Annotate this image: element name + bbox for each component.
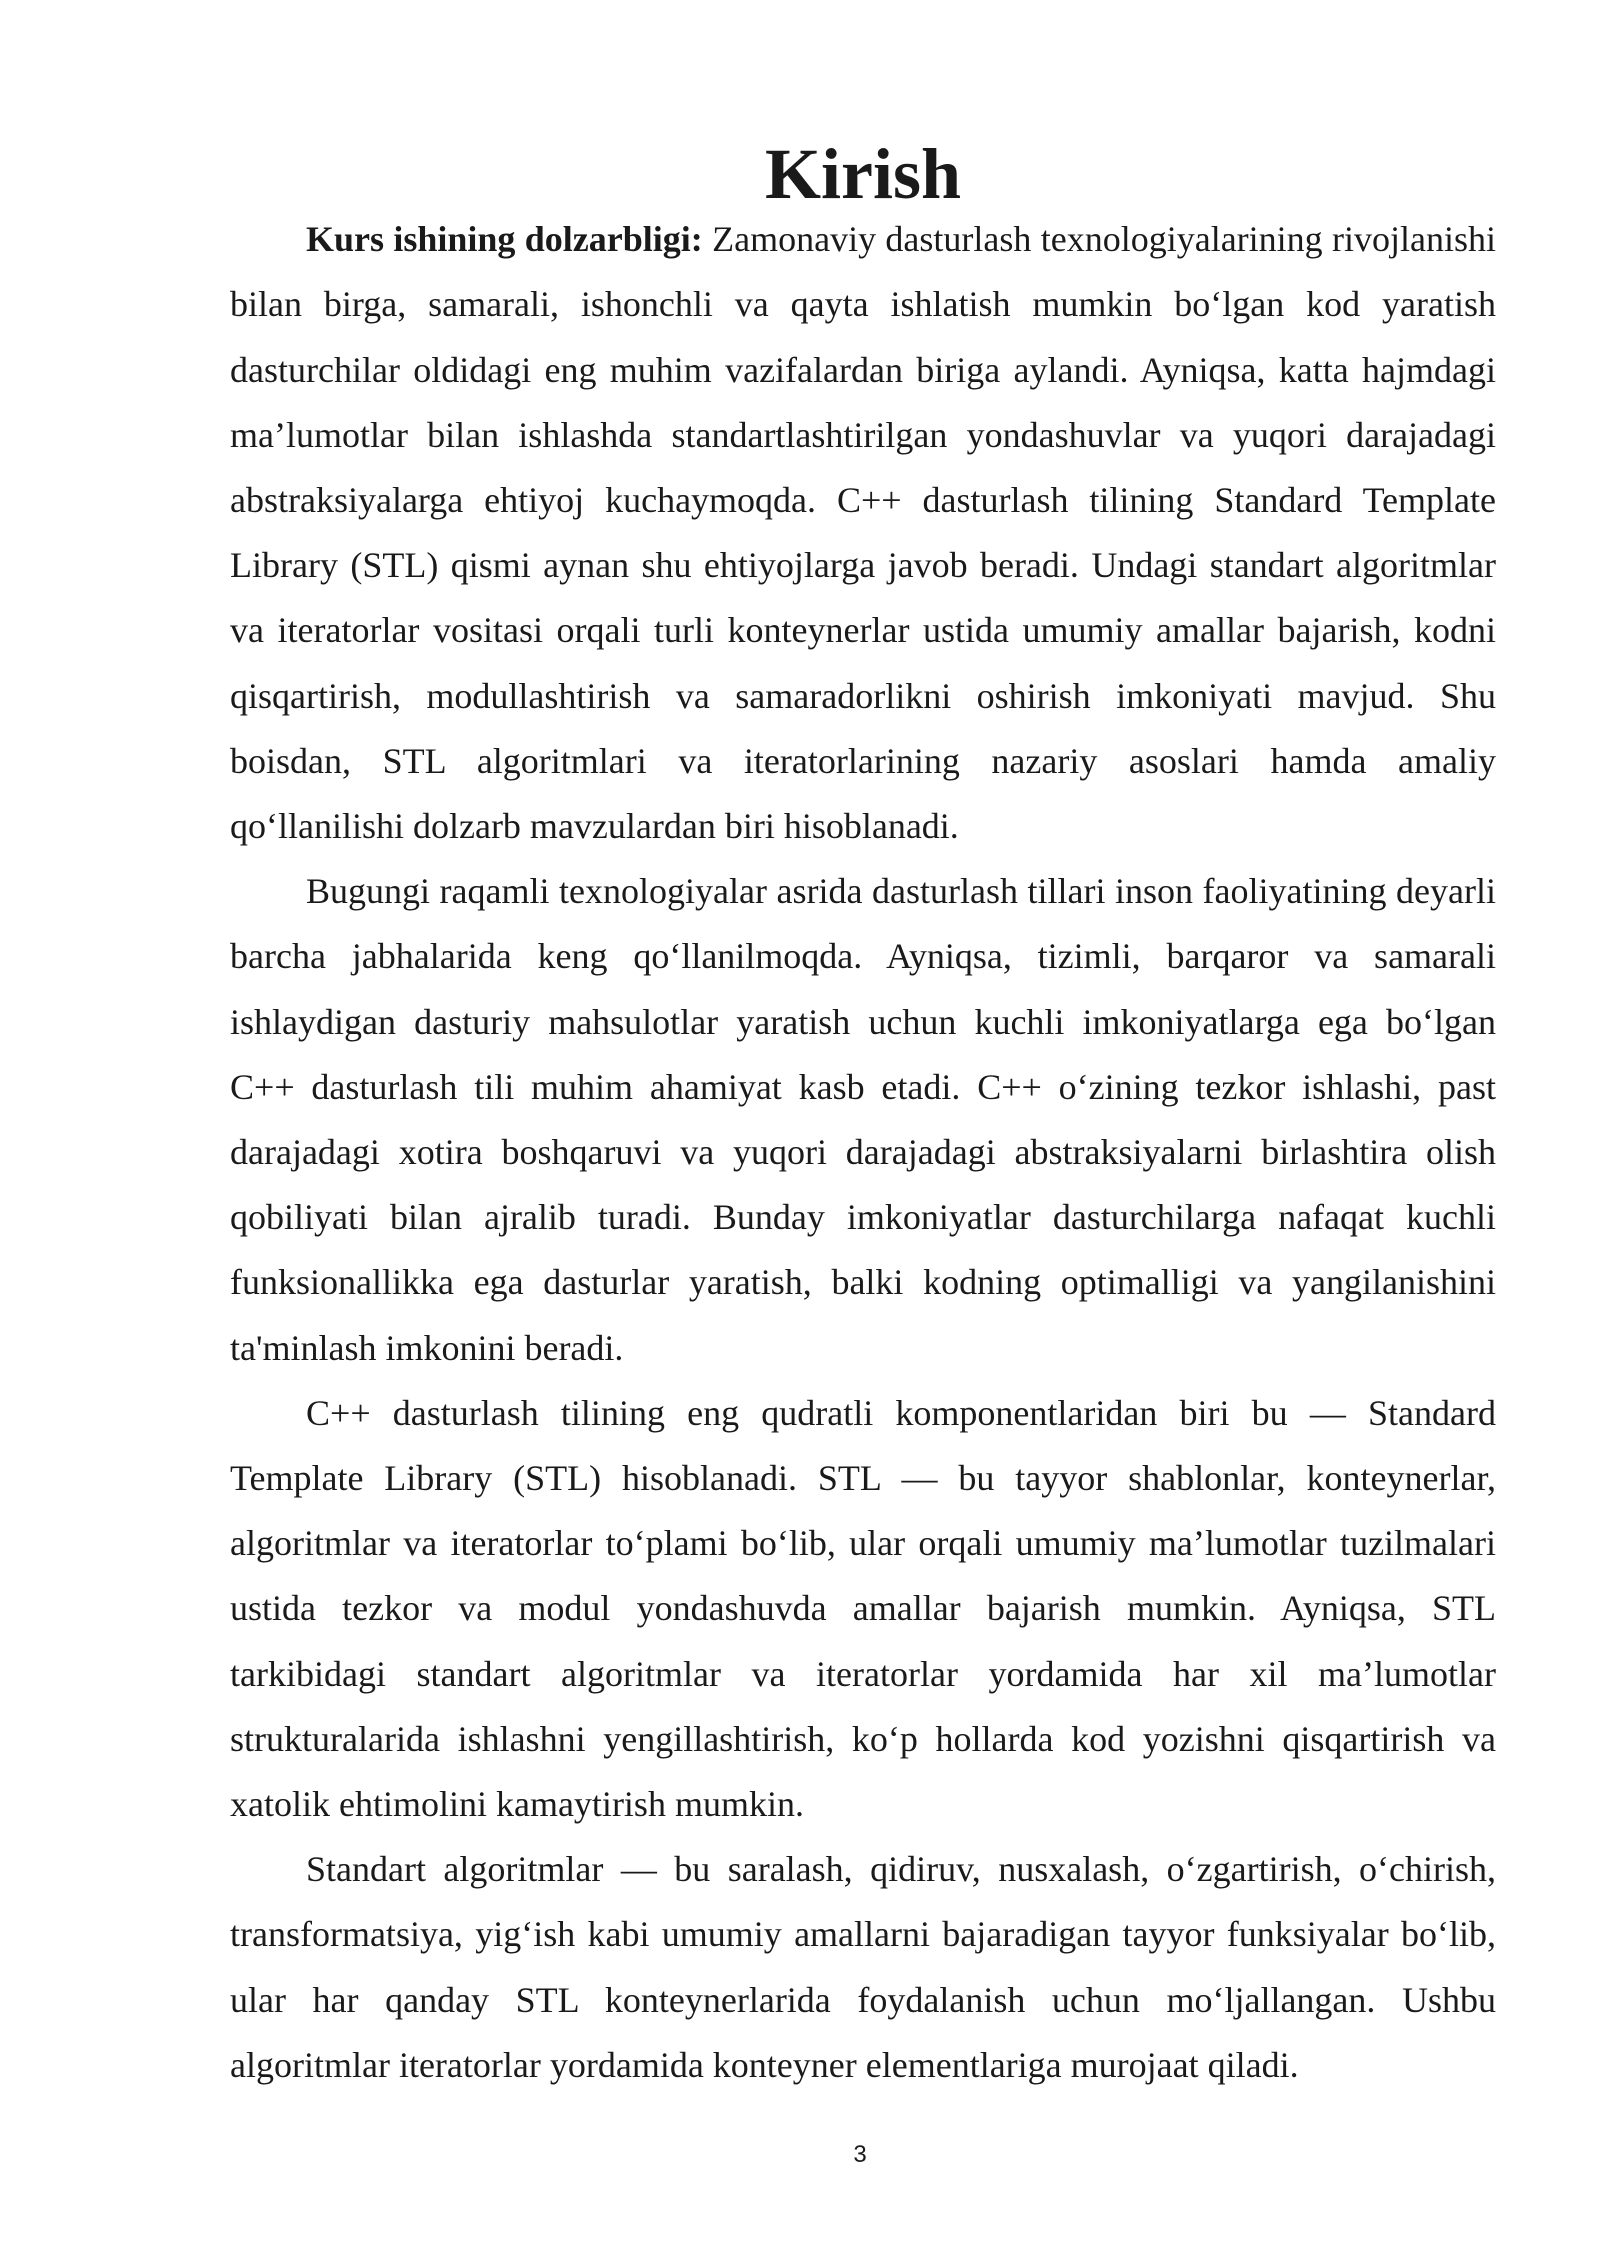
paragraph-digital-age: Bugungi raqamli texnologiyalar asrida dasturlash tillari inson faoliyatining deyarli barcha jabhalarida keng qo‘llanilmoqda. Ayniqsa, tizimli, barqaror va samarali ishlaydigan dasturiy mahsulotlar yaratish uchun kuchli imkoniyatlarga ega bo‘lgan C++ dasturlash tili muhim ahamiyat kasb etadi. C++ o‘zining tezkor ishlashi, past darajadagi xotira boshqaruvi va yuqori darajadagi abstraksiyalarni birlashtira olish qobiliyati bilan ajralib turadi. Bunday imkoniyatlar dasturchilarga nafaqat kuchli funksionallikka ega dasturlar yaratish, balki kodning optimalligi va yangilanishini ta'minlash imkonini beradi.: [230, 871, 1496, 1368]
paragraph-lead: Kurs ishining dolzarbligi:: [306, 219, 703, 260]
paragraph-standard-algorithms: Standart algoritmlar — bu saralash, qidiruv, nusxalash, o‘zgartirish, o‘chirish, transformatsiya, yig‘ish kabi umumiy amallarni bajaradigan tayyor funksiyalar bo‘lib, ular har qanday STL konteynerlarida foydalanish uchun mo‘ljallangan. Ushbu algoritmlar iteratorlar yordamida konteyner elementlariga murojaat qiladi.: [230, 1849, 1496, 2085]
page-number: 3: [853, 2141, 867, 2168]
paragraph-relevance: [230, 207, 1496, 859]
paragraph-text: Zamonaviy dasturlash texnologiyalarining rivojlanishi bilan birga, samarali, ishonchli va qayta ishlatish mumkin bo‘lgan kod yaratish dasturchilar oldidagi eng muhim vazifalardan biriga aylandi. Ayniqsa, katta hajmdagi ma’lumotlar bilan ishlashda standartlashtirilgan yondashuvlar va yuqori darajadagi abstraksiyalarga ehtiyoj kuchaymoqda. C++ dasturlash tilining Standard Template Library (STL) qismi aynan shu ehtiyojlarga javob beradi. Undagi standart algoritmlar va iteratorlar vositasi orqali turli konteynerlar ustida umumiy amallar bajarish, kodni qisqartirish, modullashtirish va samaradorlikni oshirish imkoniyati mavjud. Shu boisdan, STL algoritmlari va iteratorlarining nazariy asoslari hamda amaliy qo‘llanilishi dolzarb mavzulardan biri hisoblanadi.: [230, 219, 1496, 847]
section-title: Kirish: [764, 134, 962, 214]
paragraph-stl-intro: C++ dasturlash tilining eng qudratli komponentlaridan biri bu — Standard Template Library (STL) hisoblanadi. STL — bu tayyor shablonlar, konteynerlar, algoritmlar va iteratorlar to‘plami bo‘lib, ular orqali umumiy ma’lumotlar tuzilmalari ustida tezkor va modul yondashuvda amallar bajarish mumkin. Ayniqsa, STL tarkibidagi standart algoritmlar va iteratorlar yordamida har xil ma’lumotlar strukturalarida ishlashni yengillashtirish, ko‘p hollarda kod yozishni qisqartirish va xatolik ehtimolini kamaytirish mumkin.: [230, 1392, 1496, 1825]
page-content: [230, 134, 1496, 2098]
